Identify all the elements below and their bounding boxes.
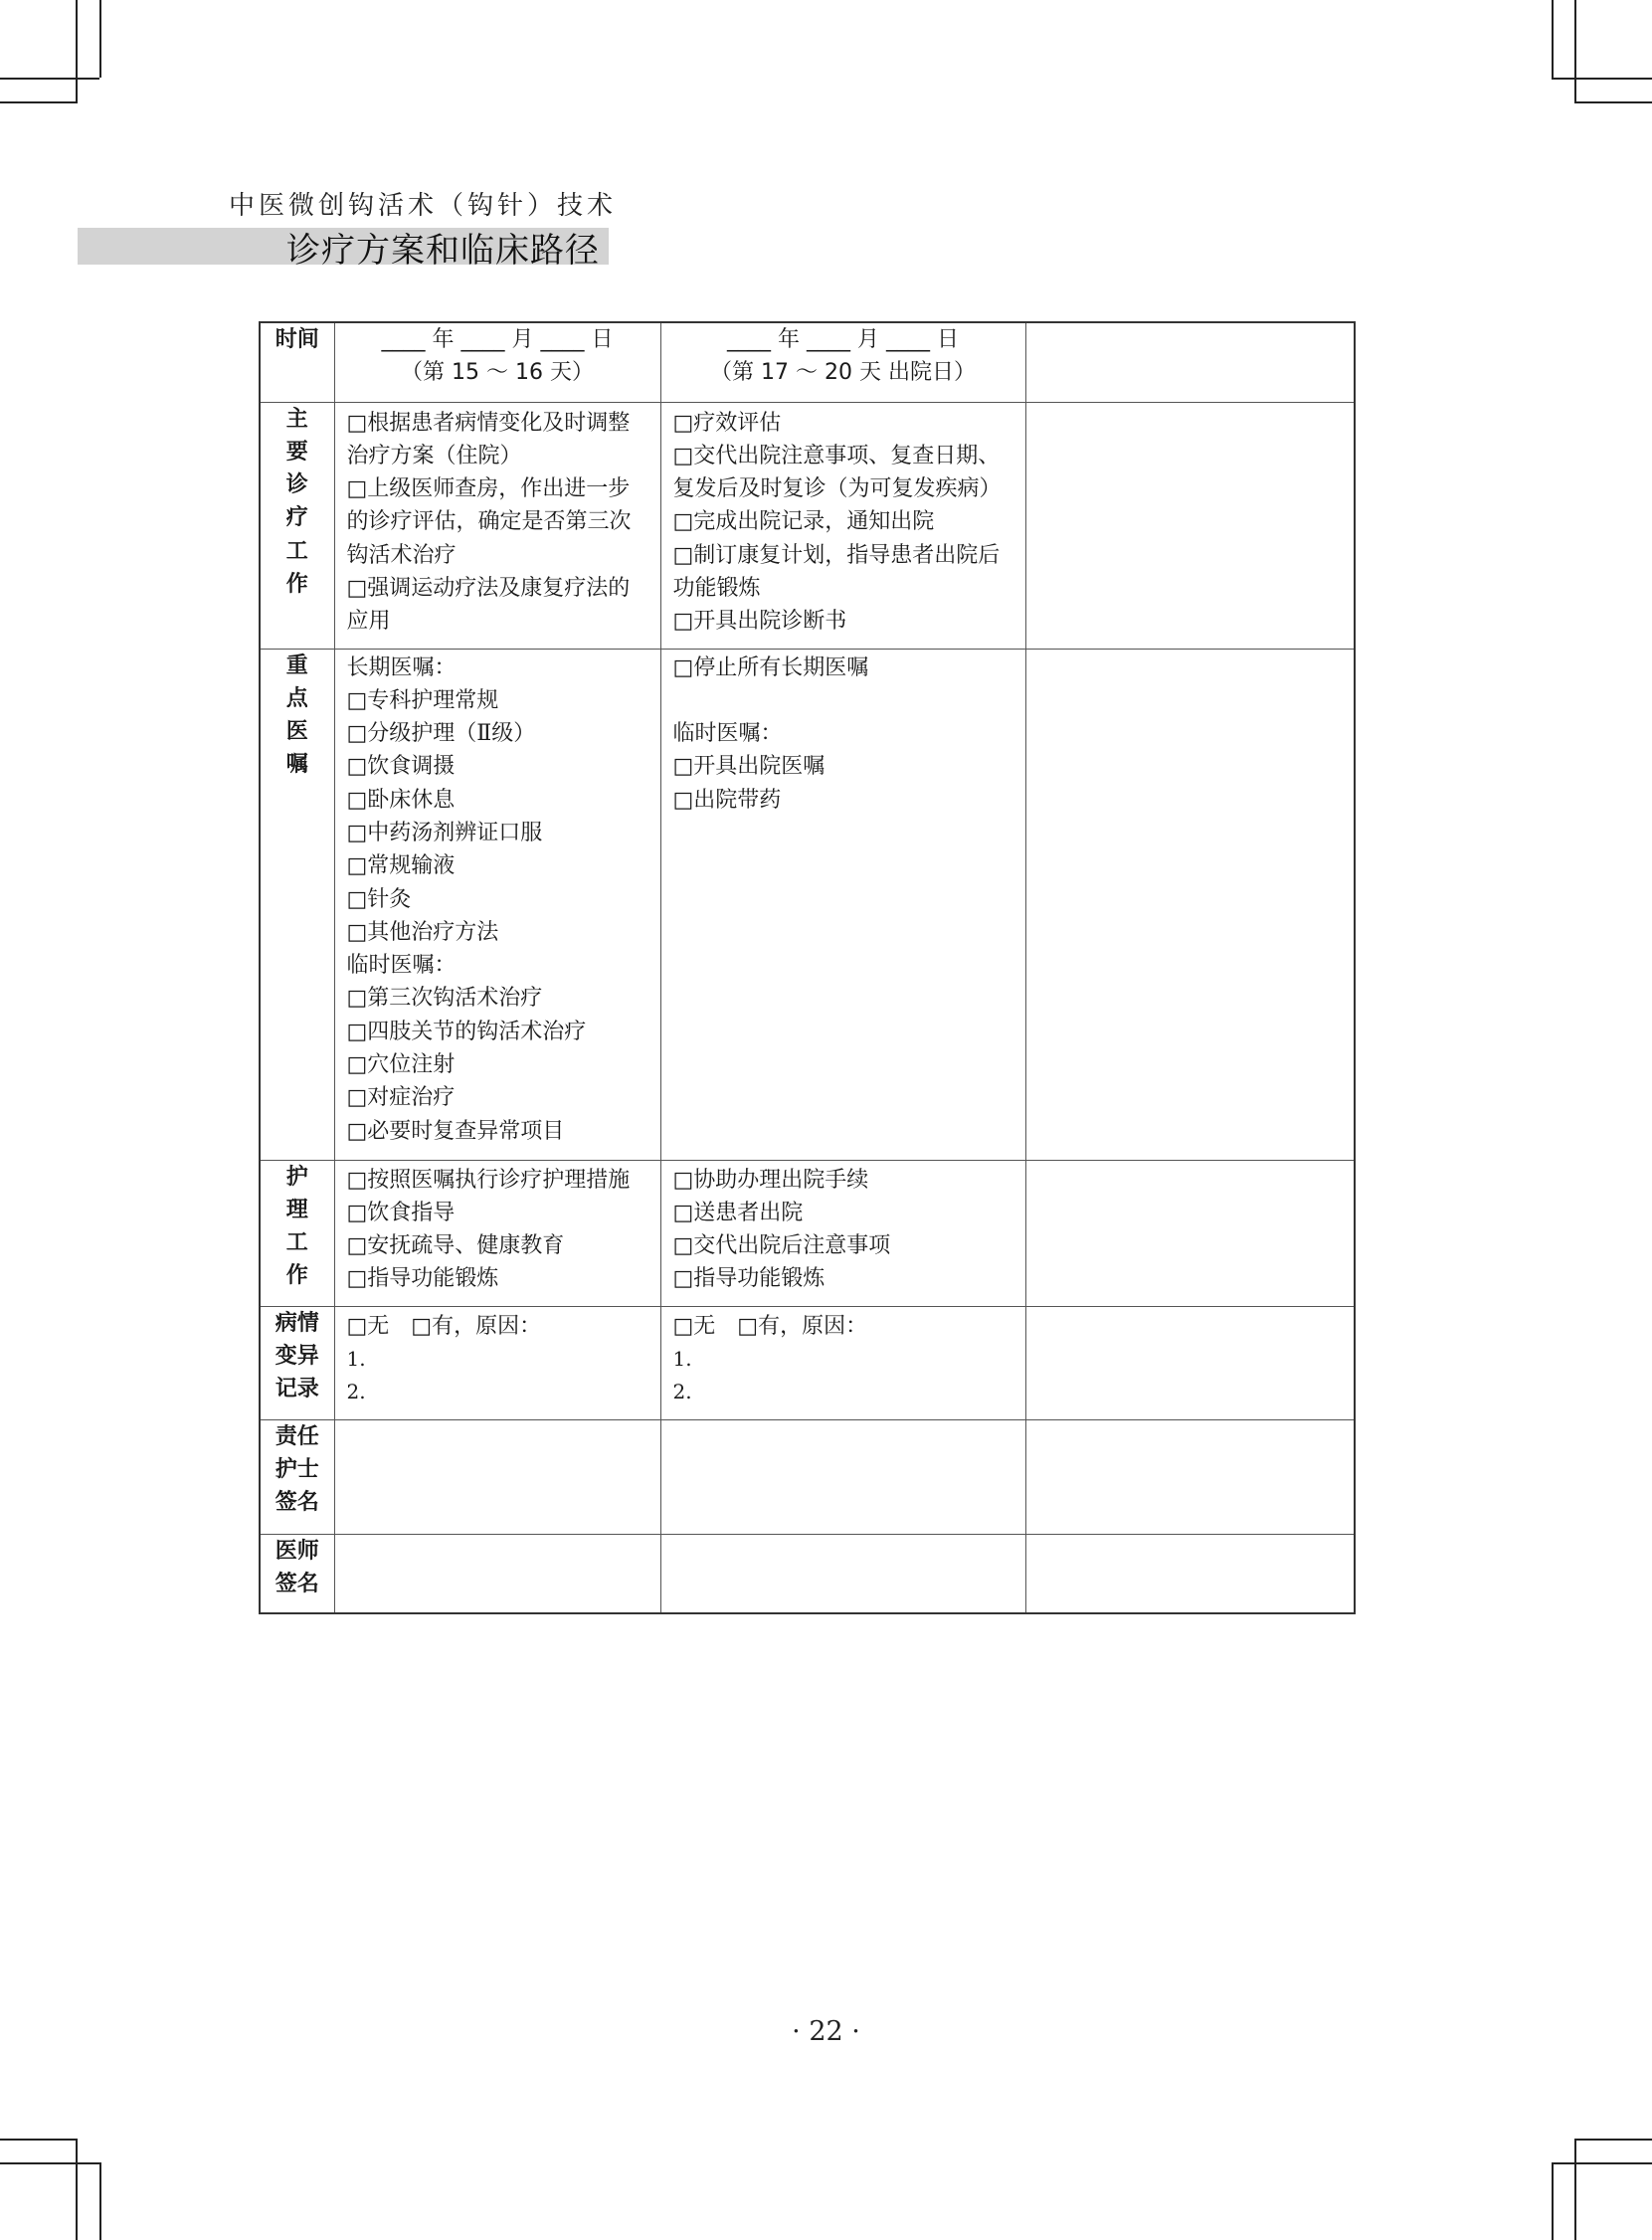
- physician-signature-col2[interactable]: [660, 1534, 1025, 1613]
- crop-mark: [1552, 2162, 1554, 2240]
- crop-mark: [0, 2162, 99, 2164]
- running-head: 中医微创钩活术（钩针）技术: [229, 191, 618, 221]
- cell-col1: 长期医嘱： □专科护理常规 □分级护理（Ⅱ级） □饮食调摄 □卧床休息 □中药汤剂辨证口服 □常规输液 □针灸 □其他治疗方法 临时医嘱： □第三次钩活术治疗 □四肢关节的钩活术治疗 □穴位注射 □对症治疗 □必要时复查异常项目: [334, 649, 660, 1160]
- table-header-row: [260, 322, 1355, 402]
- table-row-nurse-signature: [260, 1419, 1355, 1534]
- cell-col2: □停止所有长期医嘱 临时医嘱： □开具出院医嘱 □出院带药: [660, 649, 1025, 1160]
- crop-mark: [0, 2139, 78, 2141]
- crop-mark: [1574, 2139, 1652, 2141]
- crop-mark: [1552, 2162, 1652, 2164]
- table-row-main-diagnosis-work: [260, 402, 1355, 649]
- page-number: · 22 ·: [792, 2016, 860, 2047]
- crop-mark: [76, 0, 78, 101]
- crop-mark: [1574, 101, 1652, 103]
- cell-col3-empty: [1025, 649, 1355, 1160]
- crop-mark: [99, 2162, 101, 2240]
- header-empty-col3: [1025, 322, 1355, 402]
- blank-line: [673, 684, 1013, 717]
- row-label: 护 理 工 作: [260, 1160, 334, 1306]
- cell-col2: □无 □有，原因： 1. 2.: [660, 1306, 1025, 1419]
- nurse-signature-col1[interactable]: [334, 1419, 660, 1534]
- day-range: （第 17 ～ 20 天 出院日）: [710, 360, 976, 386]
- crop-mark: [1552, 0, 1554, 78]
- row-label: 责任 护士 签名: [260, 1419, 334, 1534]
- header-date-col1: [334, 322, 660, 402]
- table-row-nursing-work: [260, 1160, 1355, 1306]
- date-line: ____ 年 ____ 月 ____ 日: [381, 327, 614, 352]
- cell-col3-empty: [1025, 1306, 1355, 1419]
- header-date-col2: [660, 322, 1025, 402]
- table-row-physician-signature: [260, 1534, 1355, 1613]
- cell-col3-empty: [1025, 1419, 1355, 1534]
- crop-mark: [76, 2139, 78, 2240]
- crop-mark: [99, 0, 101, 78]
- section-title: 诊疗方案和临床路径: [286, 231, 600, 271]
- crop-mark: [0, 78, 99, 80]
- cell-col1: □按照医嘱执行诊疗护理措施 □饮食指导 □安抚疏导、健康教育 □指导功能锻炼: [334, 1160, 660, 1306]
- cell-col2: □疗效评估 □交代出院注意事项、复查日期、 复发后及时复诊（为可复发疾病） □完成出院记录，通知出院 □制订康复计划，指导患者出院后 功能锻炼 □开具出院诊断书: [660, 402, 1025, 649]
- crop-mark: [1574, 2139, 1576, 2240]
- row-label: 主 要 诊 疗 工 作: [260, 402, 334, 649]
- row-label: 重 点 医 嘱: [260, 649, 334, 1160]
- crop-mark: [1552, 78, 1652, 80]
- cell-col2: □协助办理出院手续 □送患者出院 □交代出院后注意事项 □指导功能锻炼: [660, 1160, 1025, 1306]
- row-label: 病情 变异 记录: [260, 1306, 334, 1419]
- day-range: （第 15 ～ 16 天）: [401, 360, 594, 386]
- nurse-signature-col2[interactable]: [660, 1419, 1025, 1534]
- cell-col1: □根据患者病情变化及时调整 治疗方案（住院） □上级医师查房，作出进一步 的诊疗评估，确定是否第三次 钩活术治疗 □强调运动疗法及康复疗法的 应用: [334, 402, 660, 649]
- cell-col3-empty: [1025, 1160, 1355, 1306]
- date-line: ____ 年 ____ 月 ____ 日: [727, 327, 959, 352]
- clinical-pathway-table: [259, 321, 1356, 1614]
- row-label: 医师 签名: [260, 1534, 334, 1613]
- header-label-time: 时间: [260, 322, 334, 402]
- cell-col3-empty: [1025, 402, 1355, 649]
- table-row-variation-record: [260, 1306, 1355, 1419]
- physician-signature-col1[interactable]: [334, 1534, 660, 1613]
- cell-col1: □无 □有，原因： 1. 2.: [334, 1306, 660, 1419]
- crop-mark: [0, 101, 78, 103]
- table-row-key-orders: [260, 649, 1355, 1160]
- cell-col3-empty: [1025, 1534, 1355, 1613]
- crop-mark: [1574, 0, 1576, 101]
